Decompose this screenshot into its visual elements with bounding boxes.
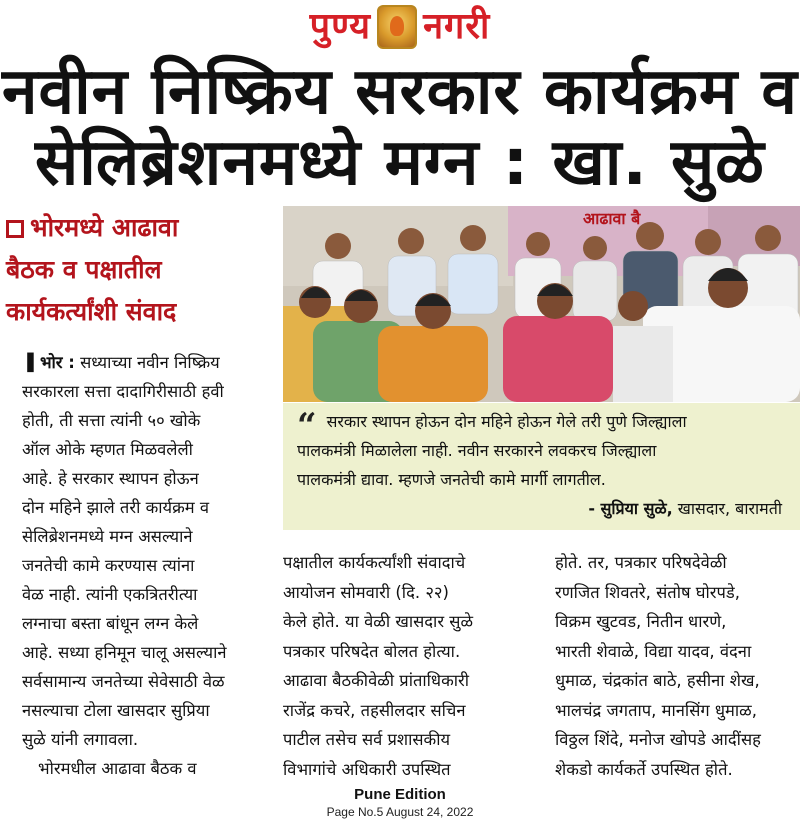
article-line: सुळे यांनी लगावला. <box>22 730 139 749</box>
article-line: सरकारला सत्ता दादागिरीसाठी हवी <box>22 382 224 401</box>
pull-quote-box <box>283 403 800 530</box>
article-column-3 <box>555 548 800 784</box>
masthead <box>0 2 800 54</box>
quote-line-2: पालकमंत्री मिळालेला नाही. नवीन सरकारने लवकरच जिल्ह्याला <box>297 441 657 460</box>
article-line: आढावा बैठकीवेळी प्रांताधिकारी <box>283 671 470 690</box>
article-line: विठ्ठल शिंदे, मनोज खोपडे आदींसह <box>555 730 761 749</box>
ganesha-icon <box>377 5 417 49</box>
article-line: पत्रकार परिषदेत बोलत होत्या. <box>283 641 461 661</box>
edition-label: Pune Edition <box>354 786 446 803</box>
article-line: भालचंद्र जगताप, मानसिंग धुमाळ, <box>555 700 757 720</box>
article-line: विक्रम खुटवड, नितीन धारणे, <box>555 612 727 631</box>
article-line: लग्नाचा बस्ता बांधून लग्न केले <box>22 614 199 633</box>
quote-attribution <box>297 494 786 524</box>
article-line: सर्वसामान्य जनतेच्या सेवेसाठी वेळ <box>22 672 225 691</box>
photo-banner-text: आढावा बै <box>583 209 641 228</box>
article-line: पक्षातील कार्यकर्त्यांशी संवादाचे <box>283 553 466 572</box>
article-line: राजेंद्र कचरे, तहसीलदार सचिन <box>283 700 466 720</box>
subheading <box>6 207 268 333</box>
news-photo <box>283 206 800 402</box>
quote-line-1: “ सरकार स्थापन होऊन दोन महिने होऊन गेले तरी पुणे जिल्ह्याला <box>297 406 687 446</box>
article-line: धुमाळ, चंद्रकांत बाठे, हसीना शेख, <box>555 671 760 690</box>
subheading-line-1: भोरमध्ये आढावा <box>6 207 268 249</box>
headline-line-2: सेलिब्रेशनमध्ये मग्न : खा. सुळे <box>35 126 765 200</box>
article-column-1 <box>22 348 272 783</box>
quote-mark-icon: “ <box>297 406 317 446</box>
article-line: आयोजन सोमवारी (दि. २२) <box>283 582 449 602</box>
headline-line-1: नवीन निष्क्रिय सरकार कार्यक्रम व <box>2 55 798 129</box>
article-line: विभागांचे अधिकारी उपस्थित <box>283 759 451 779</box>
article-line: जनतेची कामे करण्यास त्यांना <box>22 556 195 575</box>
article-line: ▌भोर : सध्याच्या नवीन निष्क्रिय <box>22 353 220 372</box>
article-line: ऑल ओके म्हणत मिळवलेली <box>22 440 193 459</box>
article-line: रणजित शिवतरे, संतोष घोरपडे, <box>555 582 740 602</box>
subheading-line-3: कार्यकर्त्यांशी संवाद <box>6 297 177 326</box>
page-footer <box>0 786 800 820</box>
subheading-line-2: बैठक व पक्षातील <box>6 255 162 284</box>
masthead-left: पुण्य <box>309 6 372 47</box>
article-line: होती, ती सत्ता त्यांनी ५० खोके <box>22 411 201 430</box>
article-line: पाटील तसेच सर्व प्रशासकीय <box>283 730 451 749</box>
article-line: वेळ नाही. त्यांनी एकत्रितरीत्या <box>22 585 198 604</box>
article-line: आहे. सध्या हनिमून चालू असल्याने <box>22 643 227 662</box>
article-line: नसल्याचा टोला खासदार सुप्रिया <box>22 701 210 720</box>
group-photo-illustration <box>283 206 800 402</box>
article-line: होते. तर, पत्रकार परिषदेवेळी <box>555 553 727 572</box>
article-line: केले होते. या वेळी खासदार सुळे <box>283 612 474 631</box>
page-info: Page No.5 August 24, 2022 <box>326 805 474 819</box>
quote-role: खासदार, बारामती <box>677 499 782 518</box>
article-line: भारती शेवाळे, विद्या यादव, वंदना <box>555 641 752 661</box>
article-line: दोन महिने झाले तरी कार्यक्रम व <box>22 498 210 517</box>
article-line: भोरमधील आढावा बैठक व <box>38 759 197 778</box>
quote-line-3: पालकमंत्री द्यावा. म्हणजे जनतेची कामे मार्गी लागतील. <box>297 470 606 489</box>
quote-author: - सुप्रिया सुळे, <box>588 499 673 518</box>
masthead-right: नगरी <box>423 6 491 47</box>
article-line: सेलिब्रेशनमध्ये मग्न असल्याने <box>22 527 193 546</box>
article-column-2 <box>283 548 528 784</box>
dateline: भोर : <box>39 353 75 372</box>
checkbox-square-icon <box>6 220 24 238</box>
article-line: आहे. हे सरकार स्थापन होऊन <box>22 469 199 488</box>
article-line: शेकडो कार्यकर्ते उपस्थित होते. <box>555 759 733 779</box>
